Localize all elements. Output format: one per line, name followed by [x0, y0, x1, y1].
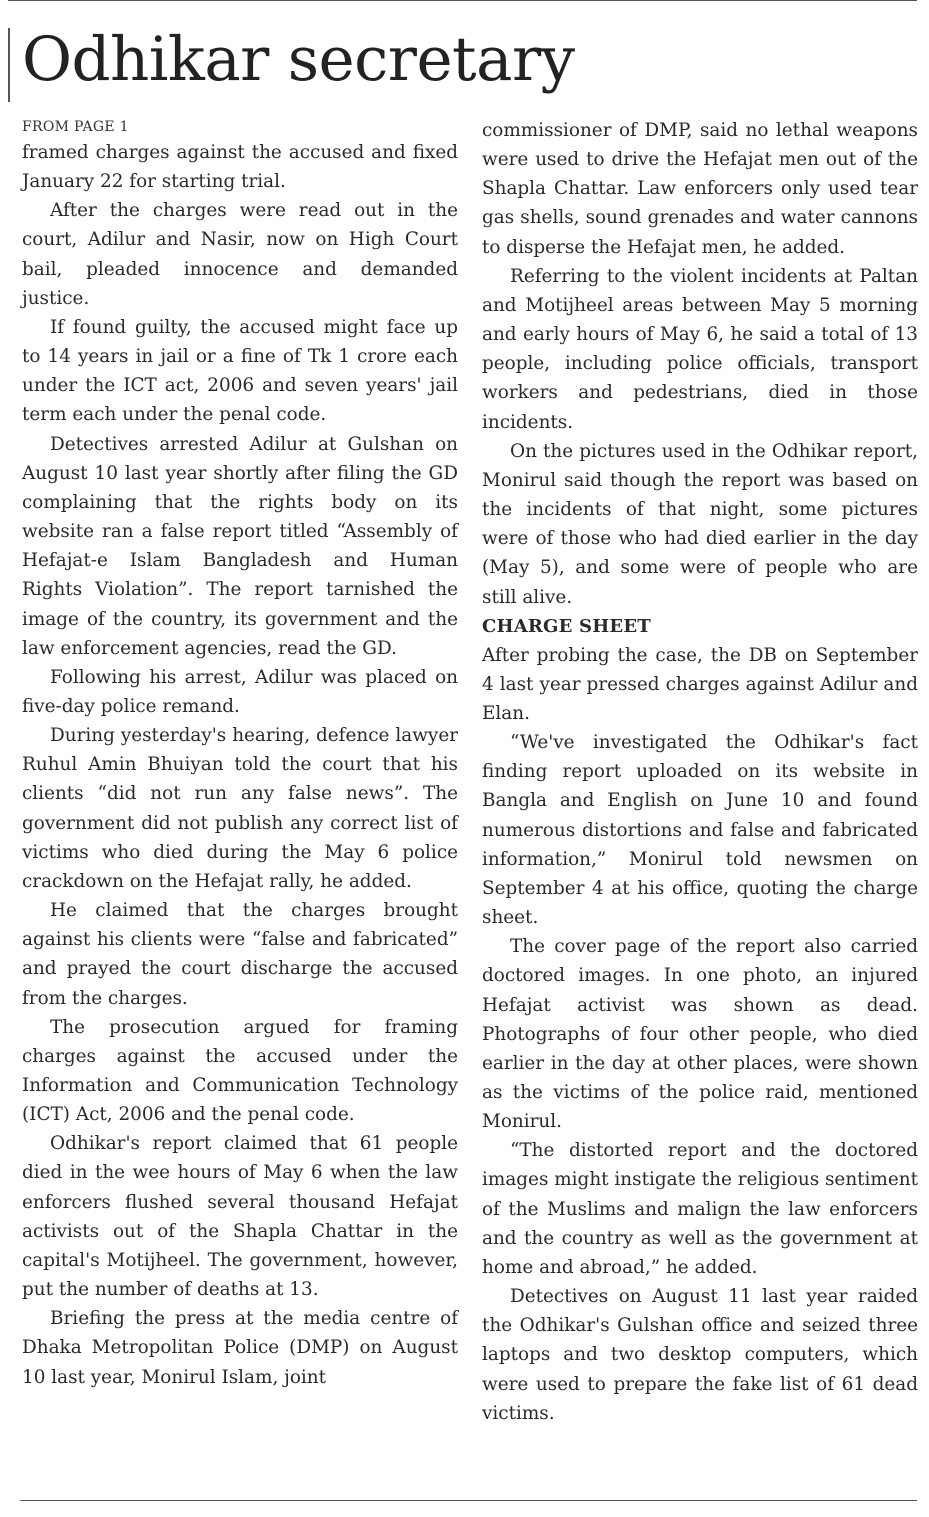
right-column: [482, 116, 918, 1428]
paragraph: He claimed that the charges brought against his clients were “false and fabricated” and prayed the court discharge the accused from the charges.: [22, 900, 458, 1009]
paragraph: “We've investigated the Odhikar's fact finding report uploaded on its website in Bangla and English on June 10 and found numerous distortions and false and fabricated information,” Monirul told newsmen on September 4 at his office, quoting the charge sheet.: [482, 732, 918, 929]
paragraph: framed charges against the accused and fixed January 22 for starting trial.: [22, 142, 458, 193]
paragraph: If found guilty, the accused might face up to 14 years in jail or a fine of Tk 1 crore each under the ICT act, 2006 and seven years' jail term each under the penal code.: [22, 316, 458, 426]
paragraph: Detectives arrested Adilur at Gulshan on August 10 last year shortly after filing the GD complaining that the rights body on its website ran a false report titled “Assembly of Hefajat-e Islam Bangladesh and Human Rights Violation”. The report tarnished the image of the country, its government and the law enforcement agencies, read the GD.: [22, 433, 458, 659]
paragraph: Detectives on August 11 last year raided the Odhikar's Gulshan office and seized three laptops and two desktop computers, which were used to prepare the fake list of 61 dead victims.: [482, 1286, 918, 1424]
headline: Odhikar secretary: [22, 24, 575, 95]
paragraph: “The distorted report and the doctored images might instigate the religious sentiment of the Muslims and malign the law enforcers and the country as well as the government at home and abroad,” he added.: [482, 1140, 918, 1278]
paragraph: After probing the case, the DB on September 4 last year pressed charges against Adilur and Elan.: [482, 644, 918, 724]
paragraph: Following his arrest, Adilur was placed on five-day police remand.: [22, 666, 458, 717]
paragraph: Briefing the press at the media centre of Dhaka Metropolitan Police (DMP) on August 10 last year, Monirul Islam, joint: [22, 1308, 458, 1388]
bottom-rule: [20, 1500, 917, 1501]
paragraph: Referring to the violent incidents at Paltan and Motijheel areas between May 5 morning and early hours of May 6, he said a total of 13 people, including police officials, transport workers and pedestrians, died in those incidents.: [482, 265, 918, 433]
paragraph: After the charges were read out in the court, Adilur and Nasir, now on High Court bail, pleaded innocence and demanded justice.: [22, 200, 458, 309]
left-column: [22, 116, 458, 1392]
paragraph: commissioner of DMP, said no lethal weapons were used to drive the Hefajat men out of the Shapla Chattar. Law enforcers only used tear gas shells, sound grenades and water cannons to disperse the Hefajat men, he added.: [482, 120, 918, 258]
paragraph: On the pictures used in the Odhikar report, Monirul said though the report was based on the incidents of that night, some pictures were of those who had died earlier in the day (May 5), and some were of people who are still alive.: [482, 440, 918, 608]
headline-side-rule: [8, 28, 10, 102]
top-rule: [8, 0, 917, 1]
paragraph: During yesterday's hearing, defence lawyer Ruhul Amin Bhuiyan told the court that his clients “did not run any false news”. The government did not publish any correct list of victims who died during the May 6 police crackdown on the Hefajat rally, he added.: [22, 725, 458, 892]
paragraph: Odhikar's report claimed that 61 people died in the wee hours of May 6 when the law enforcers flushed several thousand Hefajat activists out of the Shapla Chattar in the capital's Motijheel. The government, however, put the number of deaths at 13.: [22, 1133, 458, 1301]
paragraph: The cover page of the report also carried doctored images. In one photo, an injured Hefajat activist was shown as dead. Photographs of four other people, who died earlier in the day at other places, were shown as the victims of the police raid, mentioned Monirul.: [482, 936, 918, 1133]
section-subhead: CHARGE SHEET: [482, 615, 651, 637]
continued-from-label: FROM PAGE 1: [22, 119, 129, 135]
paragraph: The prosecution argued for framing charges against the accused under the Information and Communication Technology (ICT) Act, 2006 and the penal code.: [22, 1016, 458, 1126]
